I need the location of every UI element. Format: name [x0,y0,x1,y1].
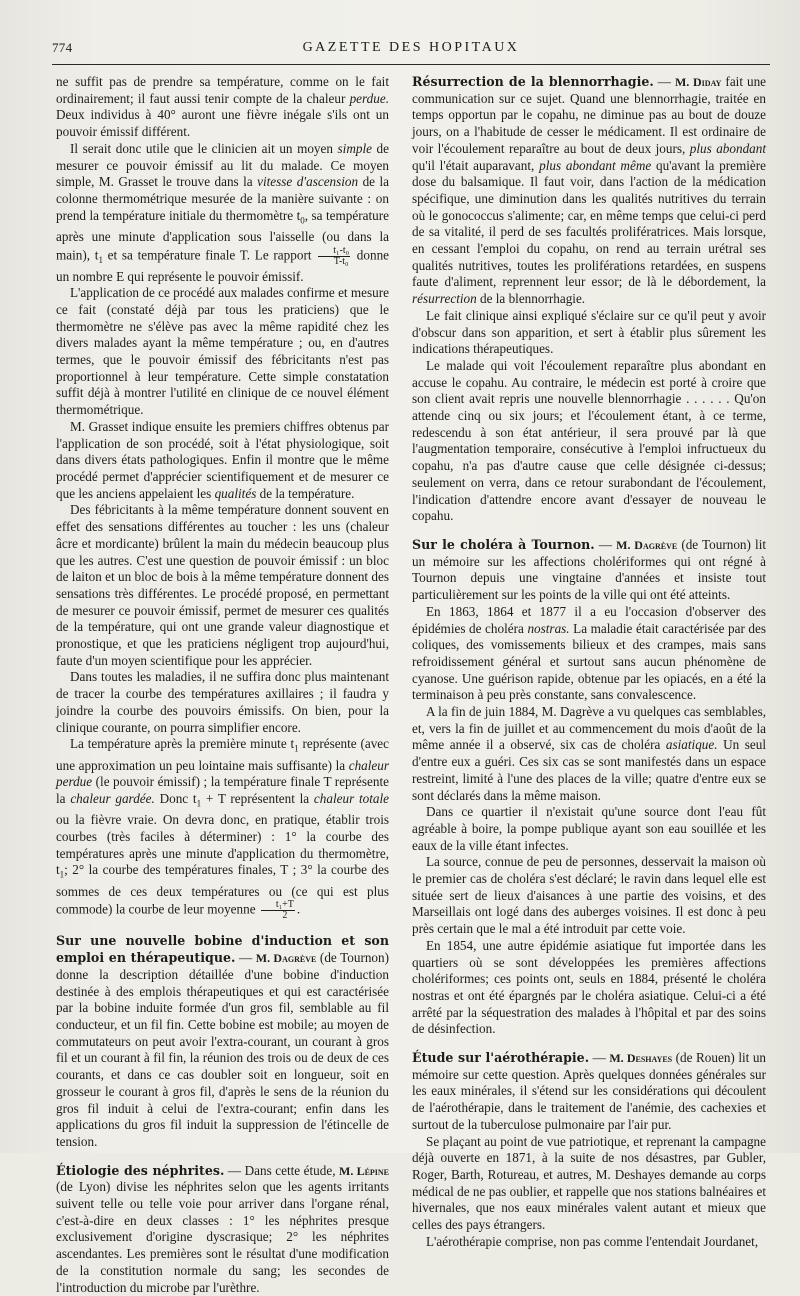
right-column [412,74,766,1251]
paragraph: Dans ce quartier il n'existait qu'une source dont l'eau fût agréable à boire, la pompe publique ayant son eau souillée et les eaux de la ville étant infectes. [412,804,766,853]
journal-title: GAZETTE DES HOPITAUX [302,40,520,55]
paragraph: Il serait donc utile que le clinicien ait un moyen simple de mesurer ce pouvoir émissif au lit du malade. Ce moyen simple, M. Grasset le trouve dans la vitesse d'ascension de la colonne thermométrique mesurée de la manière suivante : on prend la température initiale du thermomètre $t_0$, sa température après une minute d'application sous l'aisselle (ou dans la main), $t_1$ et sa température finale T. Le rapport $\frac{\text{t₁-t₀}}{\text{T-t₀}}$ donne un nombre E qui représente le pouvoir émissif. [56,140,390,284]
paragraph: M. Grasset indique ensuite les premiers chiffres obtenus par l'application de son procédé, soit à l'état physiologique, soit dans divers états pathologiques. Enfin il montre que le même procédé permet d'apprécier scientifiquement et de mesurer ce que les anciens appelaient les qualités de la température. [56,418,389,501]
section-cholera: Sur le choléra à Tournon. — M. Dagrève (de Tournon) lit un mémoire sur les affections cholériformes qui ont régné à Tournon depuis une vingtaine d'années et insiste tout particulièrement sur les points de la ville qui ont été atteints. [412,536,767,603]
section-aerotherapy: Étude sur l'aérothérapie. — M. Deshayes (de Rouen) lit un mémoire sur cette question. Après quelques données générales sur les eaux minérales, il s'étend sur les considérations qui découlent de l'aérothérapie, dans le traitement de l'anémie, des cachexies et surtout de la tuberculose pulmonaire par l'air pur. [412,1050,767,1132]
paragraph: Le malade qui voit l'écoulement reparaître plus abondant en accuse le copahu. Au contraire, le médecin est porté à croire que son client avait repris une nouvelle blennorrhagie . . . . . . Qu'on attende cinq ou six jours; et l'écoulement étant, à ce terme, redescendu à son état antérieur, il sera prouvé par là que l'augmentation temporaire, consécutive à l'emploi infructueux du copahu, n'a pas d'autre cause que celle désignée ci-dessus; seulement on verra, dans ce retour surabondant de l'écoulement, l'indication d'attendre encore avant d'essayer de nouveau le copahu. [412,357,766,524]
paragraph: En 1863, 1864 et 1877 il a eu l'occasion d'observer des épidémies de choléra nostras. La maladie était caractérisée par des coliques, des vomissements bilieux et des crampes, mais sans refroidissement général et surtout sans aucun phénomène de cyanose. Une guérison rapide, obtenue par les opiacés, en a été la terminaison à peu près constante, sans convalescence. [412,603,767,703]
section-author: M. Dagrève [616,537,678,552]
page-header [52,38,770,60]
section-author: M. Deshayes [609,1051,673,1066]
section-author: M. Dagrève [255,951,317,966]
section-title: Étiologie des néphrites. [56,1162,225,1178]
paragraph: Des fébricitants à la même température donnent souvent en effet des sensations différentes au toucher : les uns (chaleur âcre et mordicante) brûlent la main du médecin beaucoup plus que les autres. C'est une question de pouvoir émissif : un bloc de laiton et un bloc de bois à la même température donnent des sensations très différentes. Le procédé proposé, en permettant de mesurer ce pouvoir émissif, permet de mesurer ces qualités de la température, qui ont une grande valeur diagnostique et pronostique, et que les praticiens négligent trop aujourd'hui, faute d'un moyen scientifique pour les apprécier. [56,502,389,668]
section-induction-coil: Sur une nouvelle bobine d'induction et son emploi en thérapeutique. — M. Dagrève (de Tournon) donne la description détaillée d'une bobine d'induction destinée à des emplois thérapeutiques et qui est caractérisée par la bobine induite formée d'un gros fil, semblable au fil conducteur, et un fil fin. Cette bobine est mobile; au moyen de commutateurs on peut avoir l'extra-courant, un courant à gros fil et un courant à fil fin, la réunion des trois ou de deux de ces courants, et dans ce cas doubler soit en longueur, soit en grosseur le courant à gros fil, d'après le sens de la réunion du gros fil induit à celui de l'extra-courant; enfin dans les applications du gros fil induit la suppression de l'étincelle de tension. [56,933,390,1149]
paragraph: L'aérothérapie comprise, non pas comme l'entendait Jourdanet, [426,1233,759,1249]
paragraph: A la fin de juin 1884, M. Dagrève a vu quelques cas semblables, et, vers la fin de juillet et au commencement du mois d'août de la même année il a observé, six cas de choléra asiatique. Un seul d'entre eux a guéri. Ces six cas se sont manifestés dans un espace restreint, limité à l'une des places de la ville; quatre d'entre eux se sont déclarés dans la même maison. [412,704,767,803]
ratio-fraction: $\frac{\text{t₁-t₀}}{\text{T-t₀}}$ [318,246,350,267]
page-number: 774 [52,40,73,55]
section-title: Étude sur l'aérothérapie. [412,1050,590,1066]
mean-fraction: $\frac{\text{t₁+T}}{2}$ [261,900,295,921]
paragraph: La source, connue de peu de personnes, desservait la maison où le premier cas de choléra s'est déclaré; le ravin dans lequel elle est située sert de lieux d'aisances à une partie des voisins, et des Marseillais ont logé dans des auberges voisines. Il est donc à peu près certain que le mal a été introduit par cette voie. [412,854,766,937]
left-column [56,74,389,1296]
section-blennorrhagia: Résurrection de la blennorrhagie. — M. Diday fait une communication sur ce sujet. Quand une blennorrhagie, traitée en temps opportun par le copahu, ne diminue pas au bout de douze jours, on a l'habitude de cesser le médicament. Il est ordinaire de voir l'écoulement reparaître au bout de deux jours, plus abondant qu'il l'était auparavant, plus abondant même qu'avant la première dose du balsamique. Il faut voir, dans l'action de la médication spécifique, une diminution dans les qualités nutritives du terrain où le gonococcus s'alimente; car, en même temps que celui-ci perd de sa vitalité, il perd de ses facultés prolifératrices. Mais lorsque, en cessant l'emploi du copahu, on rend au terrain urétral ses qualités nutritives, toutes les proliférations retardées, en suspens faute d'aliment, reprennent leur essor; de là le débordement, la résurrection de la blennorrhagie. [412,74,767,307]
paragraph: Le fait clinique ainsi expliqué s'éclaire sur ce qu'il peut y avoir d'obscur dans son apparition, et sert à établir plus sûrement les indications thérapeutiques. [412,307,766,357]
section-title: Sur une nouvelle bobine d'induction et son emploi en thérapeutique. [56,933,389,966]
paragraph: Se plaçant au point de vue patriotique, et reprenant la campagne déjà ouverte en 1871, à la suite de nos désastres, par Gubler, Roger, Barth, Rotureau, et autres, M. Deshayes demande au corps médical de ne pas oublier, et rappelle que nos stations balnéaires et hivernales, que nos eaux minérales valent autant et mieux que celles des pays étrangers. [412,1133,766,1233]
section-title: Résurrection de la blennorrhagie. [412,74,654,89]
section-author: M. Lépine [339,1163,390,1178]
paragraph: ne suffit pas de prendre sa température, comme on le fait ordinairement; il faut aussi tenir compte de la chaleur perdue. Deux individus à 40° auront une fièvre inégale s'ils ont un pouvoir émissif différent. [56,74,389,140]
paragraph: Dans toutes les maladies, il ne suffira donc plus maintenant de tracer la courbe des températures axillaires ; il faudra y joindre la courbe des pouvoirs émissifs. On bien, pour la clinique courante, on pourra simplifier encore. [56,669,389,735]
header-rule [52,64,770,65]
section-author: M. Diday [674,75,722,89]
paragraph: La température après la première minute $t_1$ représente (avec une approximation un peu lointaine mais suffisante) la chaleur perdue (le pouvoir émissif) ; la température finale T représente la chaleur gardée. Donc $t_1 + T$ représentent la chaleur totale ou la fièvre vraie. On devra donc, en pratique, établir trois courbes (très faciles à déterminer) : 1° la courbe des températures après une minute d'application du thermomètre, $t_1$; 2° la courbe des températures finales, T ; 3° la courbe des sommes de ces deux températures ou (ce qui est plus commode) la courbe de leur moyenne $\frac{\text{t₁+T}}{2}$ . [56,736,390,922]
section-title: Sur le choléra à Tournon. [412,536,595,552]
section-nephritis: Étiologie des néphrites. — Dans cette étude, M. Lépine (de Lyon) divise les néphrites selon que les agents irritants suivent telle ou telle voie pour arriver dans l'organe rénal, c'est-à-dire en deux classes : 1° les néphrites presque exclusivement d'origine dyscrasique; 2° les néphrites ascendantes. Les premières sont le résultat d'une modification de la constitution normale du sang; les secondes de l'introduction du microbe par l'urèthre. [56,1162,390,1295]
paragraph: L'application de ce procédé aux malades confirme et mesure ce fait (constaté déjà par tous les praticiens) que le thermomètre ne s'élève pas avec la même rapidité chez les divers malades ayant la même température ; ou, en d'autres termes, que le pouvoir émissif des fébricitants n'est pas proportionnel à leur température. Cette simple constatation suffit déjà à montrer l'utilité en clinique de ce nouvel élément thermométrique. [56,285,389,418]
paragraph: En 1854, une autre épidémie asiatique fut importée dans les quartiers où se sont développées les premières affections cholériformes; ces points ont, seuls en 1884, présenté le choléra nostras et ont été épargnés par le choléra asiatique. Celui-ci a été arrêté par la séquestration des malades à l'hôpital et par des soins de désinfection. [412,937,766,1037]
